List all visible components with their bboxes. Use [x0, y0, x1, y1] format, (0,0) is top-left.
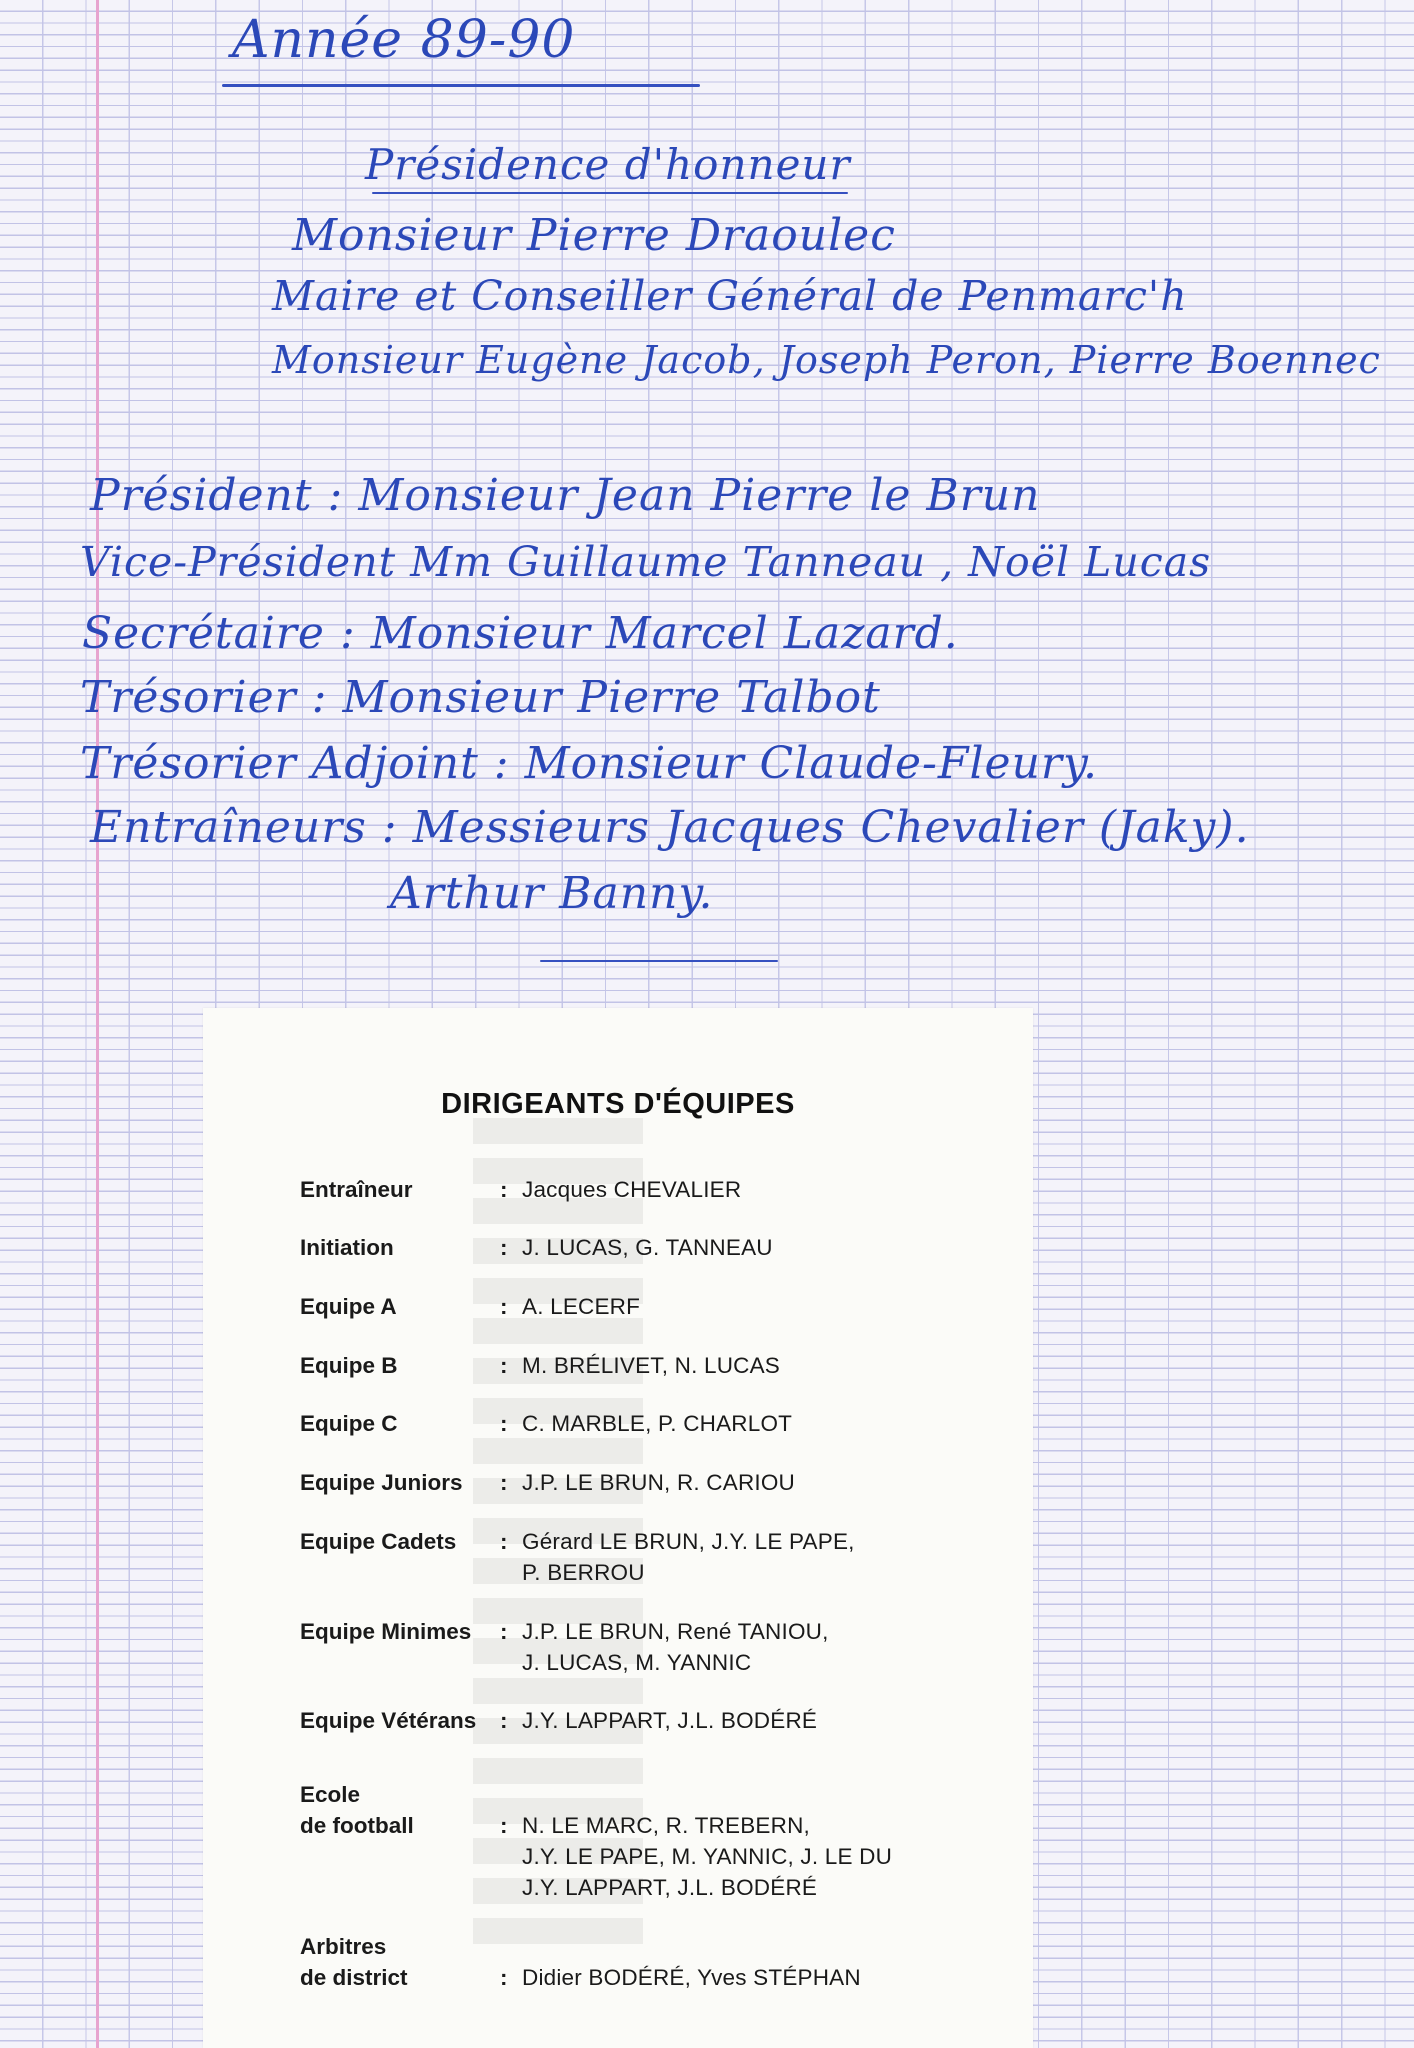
- role-label: Equipe Cadets: [300, 1529, 457, 1554]
- leader-row: [300, 1931, 1000, 1993]
- separator-colon: :: [500, 1708, 508, 1733]
- assistant-treasurer-line: Trésorier Adjoint : Monsieur Claude-Fleury.: [80, 738, 1098, 789]
- role-names: J.Y. LAPPART, J.L. BODÉRÉ: [522, 1708, 818, 1733]
- role-label: Equipe A: [300, 1294, 397, 1319]
- president-line: Président : Monsieur Jean Pierre le Brun: [90, 470, 1041, 521]
- role-label: Entraîneur: [300, 1177, 413, 1202]
- role-label: Equipe Juniors: [300, 1470, 463, 1495]
- role-label: Equipe C: [300, 1411, 398, 1436]
- leader-row: [300, 1232, 1000, 1263]
- year-heading: Année 89-90: [232, 10, 576, 70]
- leader-row: [300, 1291, 1000, 1322]
- separator-colon: :: [500, 1294, 508, 1319]
- honor-line-3: Monsieur Eugène Jacob, Joseph Peron, Pierre Boennec: [272, 338, 1381, 382]
- role-names: Jacques CHEVALIER: [522, 1177, 742, 1202]
- card-title: DIRIGEANTS D'ÉQUIPES: [441, 1088, 795, 1120]
- role-names: J. LUCAS, G. TANNEAU: [522, 1235, 773, 1260]
- separator-colon: :: [500, 1353, 508, 1378]
- role-label: Arbitres de district: [300, 1934, 408, 1990]
- separator-colon: :: [500, 1470, 508, 1495]
- role-label: Equipe Minimes: [300, 1619, 472, 1644]
- separator-colon: :: [500, 1529, 508, 1554]
- separator-colon: :: [500, 1411, 508, 1436]
- honor-title: Présidence d'honneur: [365, 140, 851, 189]
- role-label: Ecole de football: [300, 1782, 414, 1838]
- leader-row: [300, 1174, 1000, 1205]
- separator-colon: :: [500, 1813, 508, 1838]
- role-label: Initiation: [300, 1235, 394, 1260]
- role-names: J.P. LE BRUN, R. CARIOU: [522, 1470, 795, 1495]
- leader-row: [300, 1350, 1000, 1381]
- role-names: M. BRÉLIVET, N. LUCAS: [522, 1353, 781, 1378]
- leader-row: [300, 1616, 1000, 1678]
- role-names: Gérard LE BRUN, J.Y. LE PAPE, P. BERROU: [522, 1529, 855, 1585]
- leader-row: [300, 1467, 1000, 1498]
- role-label: Equipe Vétérans: [300, 1708, 477, 1733]
- separator-colon: :: [500, 1619, 508, 1644]
- role-label: Equipe B: [300, 1353, 398, 1378]
- team-leaders-card: [203, 1008, 1033, 2048]
- leader-row: [300, 1705, 1000, 1736]
- separator-colon: :: [500, 1177, 508, 1202]
- separator-colon: :: [500, 1965, 508, 1990]
- leader-row: [300, 1408, 1000, 1439]
- role-names: A. LECERF: [522, 1294, 641, 1319]
- leader-row: [300, 1526, 1000, 1588]
- role-names: Didier BODÉRÉ, Yves STÉPHAN: [522, 1965, 861, 1990]
- handwritten-notes: [0, 0, 1414, 1000]
- separator-colon: :: [500, 1235, 508, 1260]
- honor-line-2: Maire et Conseiller Général de Penmarc'h: [272, 272, 1188, 320]
- role-names: C. MARBLE, P. CHARLOT: [522, 1411, 793, 1436]
- vice-president-line: Vice-Président Mm Guillaume Tanneau , Noël Lucas: [80, 538, 1212, 586]
- honor-line-1: Monsieur Pierre Draoulec: [292, 210, 896, 261]
- closing-underline: [540, 960, 778, 962]
- role-names: J.P. LE BRUN, René TANIOU, J. LUCAS, M. YANNIC: [522, 1619, 829, 1675]
- trainers-line: Entraîneurs : Messieurs Jacques Chevalier (Jaky).: [90, 802, 1250, 853]
- honor-title-underline: [372, 192, 848, 194]
- role-names: N. LE MARC, R. TREBERN, J.Y. LE PAPE, M. YANNIC, J. LE DU J.Y. LAPPART, J.L. BODÉRÉ: [522, 1813, 893, 1900]
- treasurer-line: Trésorier : Monsieur Pierre Talbot: [80, 672, 881, 723]
- trainers-continuation: Arthur Banny.: [390, 868, 714, 919]
- leader-row: [300, 1779, 1000, 1903]
- secretary-line: Secrétaire : Monsieur Marcel Lazard.: [82, 608, 959, 659]
- heading-underline: [222, 84, 700, 87]
